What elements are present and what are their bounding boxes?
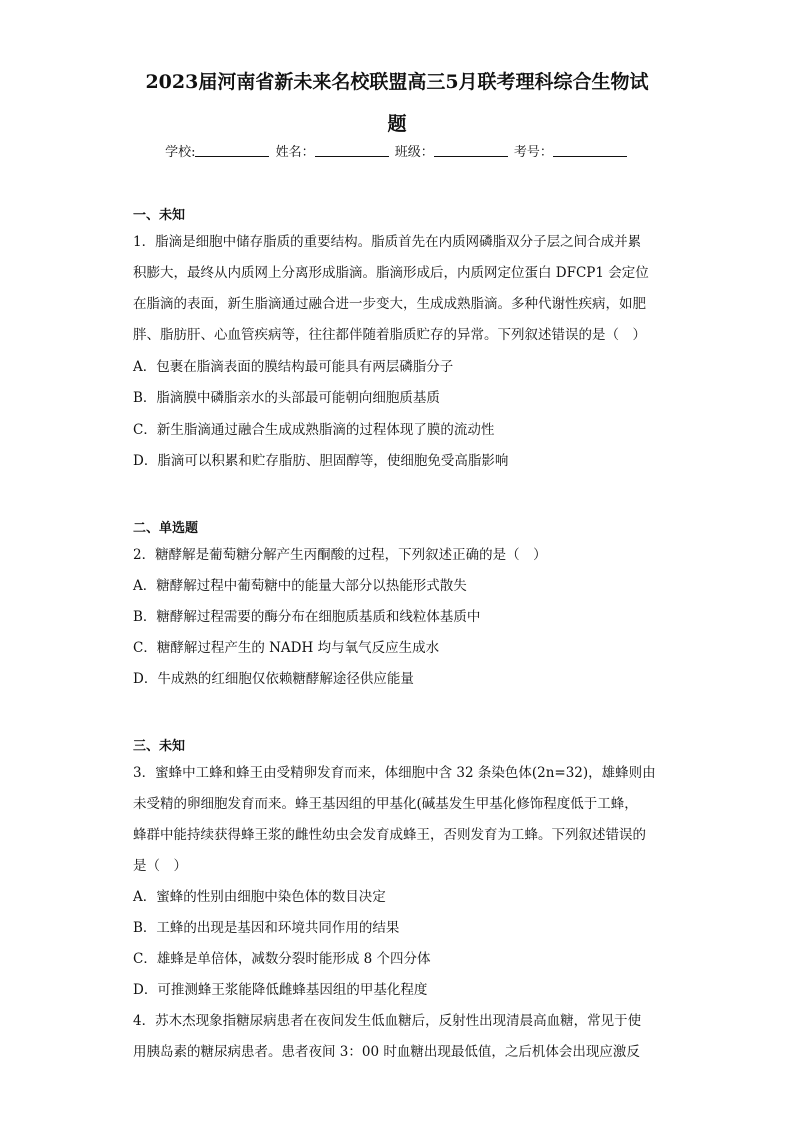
question-text-line: 在脂滴的表面，新生脂滴通过融合进一步变大，生成成熟脂滴。多种代谢性疾病，如肥 [133, 296, 646, 312]
exam-no-label: 考号： [513, 145, 553, 160]
answer-option-d: D．可推测蜂王浆能降低雌蜂基因组的甲基化程度 [133, 982, 428, 998]
question-text-line: 积膨大，最终从内质网上分离形成脂滴。脂滴形成后，内质网定位蛋白 DFCP1 会定位 [133, 265, 649, 281]
name-label: 姓名： [275, 145, 315, 160]
answer-option-c: C．糖酵解过程产生的 NADH 均与氧气反应生成水 [133, 640, 440, 656]
answer-option-a: A．糖酵解过程中葡萄糖中的能量大部分以热能形式散失 [133, 578, 467, 594]
class-blank [434, 144, 508, 157]
question-text-line: 蜂群中能持续获得蜂王浆的雌性幼虫会发育成蜂王，否则发育为工蜂。下列叙述错误的 [133, 827, 646, 843]
answer-option-b: B．糖酵解过程需要的酶分布在细胞质基质和线粒体基质中 [133, 609, 481, 625]
exam-title-line1: 2023届河南省新未来名校联盟高三5月联考理科综合生物试 [145, 71, 649, 93]
question-text-line: 胖、脂肪肝、心血管疾病等，往往都伴随着脂质贮存的异常。下列叙述错误的是（ ） [133, 327, 646, 343]
school-blank [195, 144, 269, 157]
question-text-line: 4．苏木杰现象指糖尿病患者在夜间发生低血糖后，反射性出现清晨高血糖，常见于使 [133, 1013, 642, 1029]
answer-option-c: C．雄蜂是单倍体，减数分裂时能形成 8 个四分体 [133, 951, 431, 967]
name-blank [315, 144, 389, 157]
question-text-line: 2．糖酵解是葡萄糖分解产生丙酮酸的过程，下列叙述正确的是（ ） [133, 547, 547, 563]
answer-option-c: C．新生脂滴通过融合生成成熟脂滴的过程体现了膜的流动性 [133, 422, 495, 438]
question-text-line: 是（ ） [133, 858, 187, 874]
exam-no-blank [553, 144, 627, 157]
section-heading: 三、未知 [133, 739, 186, 754]
answer-option-b: B．工蜂的出现是基因和环境共同作用的结果 [133, 920, 400, 936]
class-label: 班级： [394, 145, 434, 160]
answer-option-a: A．蜜蜂的性别由细胞中染色体的数目决定 [133, 889, 386, 905]
student-info-row [0, 144, 794, 162]
answer-option-d: D．牛成熟的红细胞仅依赖糖酵解途径供应能量 [133, 671, 414, 687]
question-text-line: 未受精的卵细胞发育而来。蜂王基因组的甲基化(碱基发生甲基化修饰程度低于工蜂， [133, 796, 638, 812]
answer-option-a: A．包裹在脂滴表面的膜结构最可能具有两层磷脂分子 [133, 359, 454, 375]
school-label: 学校: [165, 145, 196, 160]
exam-title-line2: 题 [387, 113, 407, 135]
section-heading: 一、未知 [133, 208, 186, 223]
section-heading: 二、单选题 [133, 521, 199, 536]
question-text-line: 用胰岛素的糖尿病患者。患者夜间 3：00 时血糖出现最低值，之后机体会出现应激反 [133, 1044, 640, 1060]
answer-option-d: D．脂滴可以积累和贮存脂肪、胆固醇等，使细胞免受高脂影响 [133, 453, 509, 469]
question-text-line: 3．蜜蜂中工蜂和蜂王由受精卵发育而来，体细胞中含 32 条染色体(2n=32)，雄蜂则由 [133, 765, 656, 781]
question-text-line: 1．脂滴是细胞中储存脂质的重要结构。脂质首先在内质网磷脂双分子层之间合成并累 [133, 234, 642, 250]
answer-option-b: B．脂滴膜中磷脂亲水的头部最可能朝向细胞质基质 [133, 390, 440, 406]
